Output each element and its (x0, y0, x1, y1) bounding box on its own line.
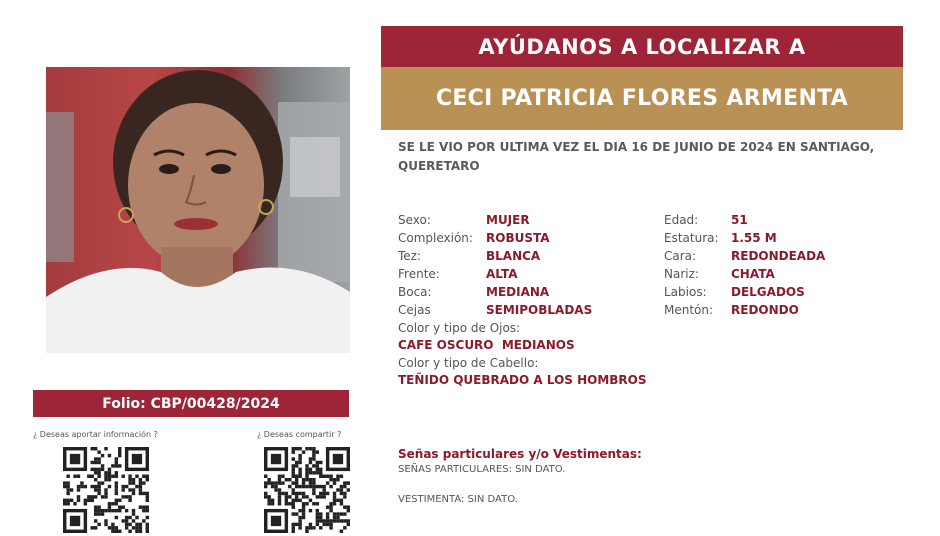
hair-value: TEÑIDO QUEBRADO A LOS HOMBROS (398, 373, 647, 387)
senas-particulares: SEÑAS PARTICULARES: SIN DATO. (398, 464, 566, 475)
sexo-label: Sexo: (398, 213, 431, 227)
qr-code-info[interactable] (63, 447, 149, 533)
boca-value: MEDIANA (486, 285, 550, 299)
person-name-banner: CECI PATRICIA FLORES ARMENTA (381, 67, 903, 130)
menton-label: Mentón: (664, 303, 714, 317)
cejas-value: SEMIPOBLADAS (486, 303, 593, 317)
menton-value: REDONDO (731, 303, 799, 317)
hair-label: Color y tipo de Cabello: (398, 356, 539, 370)
estatura-label: Estatura: (664, 231, 719, 245)
qr-right-prompt: ¿ Deseas compartir ? (257, 430, 342, 439)
estatura-value: 1.55 M (731, 231, 777, 245)
edad-label: Edad: (664, 213, 699, 227)
folio-banner: Folio: CBP/00428/2024 (33, 390, 349, 417)
cara-value: REDONDEADA (731, 249, 826, 263)
eyes-value: CAFE OSCURO MEDIANOS (398, 338, 575, 352)
cejas-label: Cejas (398, 303, 431, 317)
frente-label: Frente: (398, 267, 440, 281)
vestimenta: VESTIMENTA: SIN DATO. (398, 494, 518, 505)
labios-value: DELGADOS (731, 285, 805, 299)
nariz-label: Nariz: (664, 267, 699, 281)
labios-label: Labios: (664, 285, 707, 299)
edad-value: 51 (731, 213, 748, 227)
nariz-value: CHATA (731, 267, 775, 281)
boca-label: Boca: (398, 285, 432, 299)
senas-title: Señas particulares y/o Vestimentas: (398, 447, 642, 461)
complexion-value: ROBUSTA (486, 231, 550, 245)
tez-label: Tez: (398, 249, 422, 263)
last-seen-text: SE LE VIO POR ULTIMA VEZ EL DIA 16 DE JUNIO DE 2024 EN SANTIAGO, QUERETARO (398, 140, 875, 173)
qr-left-prompt: ¿ Deseas aportar información ? (33, 430, 158, 439)
frente-value: ALTA (486, 267, 518, 281)
qr-code-share[interactable] (264, 447, 350, 533)
title-banner: AYÚDANOS A LOCALIZAR A (381, 26, 903, 67)
person-silhouette (46, 67, 350, 353)
person-photo (46, 67, 350, 353)
cara-label: Cara: (664, 249, 697, 263)
sexo-value: MUJER (486, 213, 530, 227)
eyes-label: Color y tipo de Ojos: (398, 321, 521, 335)
tez-value: BLANCA (486, 249, 541, 263)
complexion-label: Complexión: (398, 231, 473, 245)
